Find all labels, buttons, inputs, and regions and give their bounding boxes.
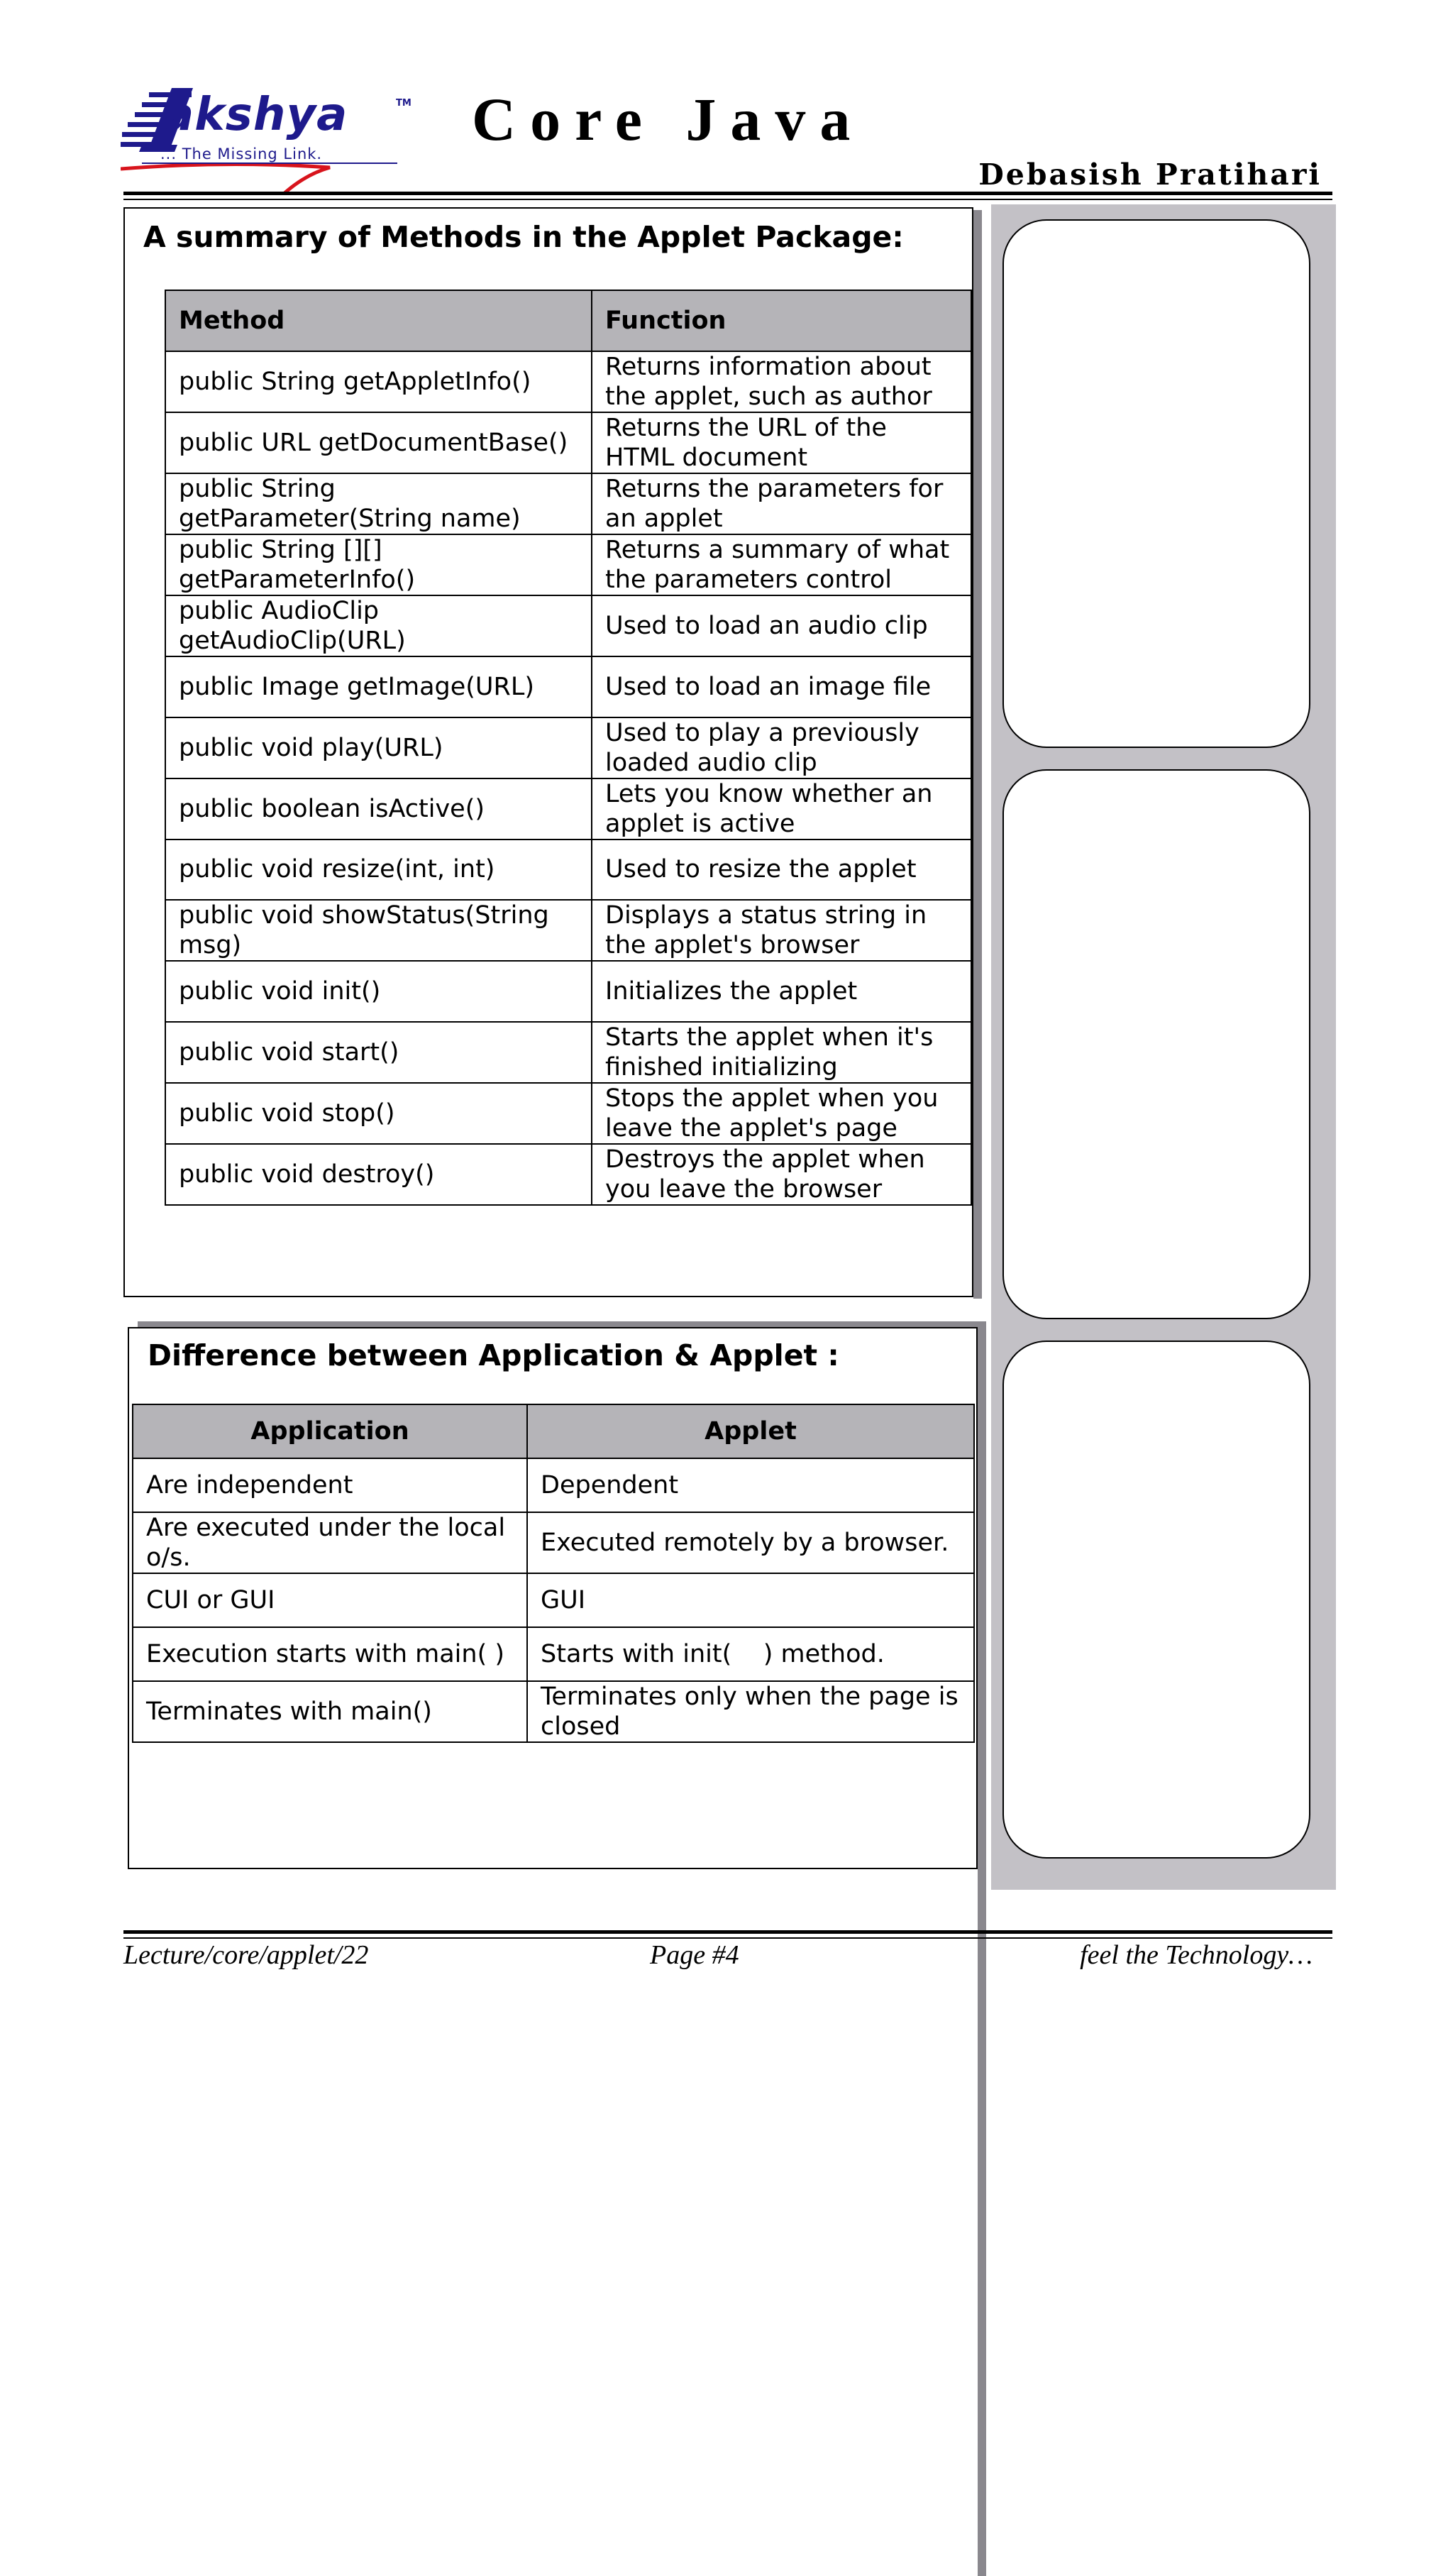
function-cell: Used to load an audio clip — [592, 595, 971, 656]
method-cell: public void stop() — [165, 1083, 592, 1144]
application-cell: Execution starts with main( ) — [133, 1627, 527, 1681]
function-cell: Destroys the applet when you leave the browser — [592, 1144, 971, 1205]
table-row — [133, 1458, 974, 1512]
footer-lecture-ref: Lecture/core/applet/22 — [123, 1940, 369, 1970]
table-row — [165, 473, 971, 534]
application-cell: Are executed under the local o/s. — [133, 1512, 527, 1573]
function-cell: Returns a summary of what the parameters control — [592, 534, 971, 595]
note-box-3 — [1002, 1341, 1310, 1859]
function-cell: Starts the applet when it's finished initializing — [592, 1022, 971, 1083]
methods-heading: A summary of Methods in the Applet Package: — [143, 220, 904, 254]
table-row — [165, 534, 971, 595]
table-row — [165, 961, 971, 1022]
function-cell: Returns information about the applet, such as author — [592, 351, 971, 412]
table-row — [165, 595, 971, 656]
function-cell: Returns the parameters for an applet — [592, 473, 971, 534]
note-box-1 — [1002, 219, 1310, 748]
applet-cell: Dependent — [527, 1458, 974, 1512]
applet-cell: Starts with init( ) method. — [527, 1627, 974, 1681]
function-cell: Used to resize the applet — [592, 840, 971, 901]
difference-heading: Difference between Application & Applet : — [148, 1338, 839, 1372]
difference-box-shadow-side — [978, 1321, 986, 2576]
method-cell: public String [][] getParameterInfo() — [165, 534, 592, 595]
table-row — [133, 1512, 974, 1573]
application-cell: Are independent — [133, 1458, 527, 1512]
header-rule-thick — [123, 192, 1332, 195]
method-cell: public void start() — [165, 1022, 592, 1083]
table-row — [165, 412, 971, 473]
method-cell: public void init() — [165, 961, 592, 1022]
table-row — [165, 840, 971, 901]
table-row — [165, 656, 971, 717]
method-cell: public void play(URL) — [165, 717, 592, 778]
column-header-function: Function — [592, 290, 971, 351]
logo-tagline: ... The Missing Link. — [160, 145, 323, 163]
method-cell: public void destroy() — [165, 1144, 592, 1205]
method-cell: public void resize(int, int) — [165, 840, 592, 901]
method-cell: public void showStatus(String msg) — [165, 900, 592, 961]
notes-sidebar — [991, 204, 1336, 1890]
table-row — [133, 1681, 974, 1742]
author-name: Debasish Pratihari — [978, 158, 1322, 192]
method-cell: public boolean isActive() — [165, 778, 592, 840]
footer-rule-thick — [123, 1930, 1332, 1934]
table-row — [165, 900, 971, 961]
function-cell: Initializes the applet — [592, 961, 971, 1022]
function-cell: Returns the URL of the HTML document — [592, 412, 971, 473]
footer-tagline: feel the Technology… — [1080, 1940, 1313, 1970]
column-header-application: Application — [133, 1404, 527, 1458]
function-cell: Displays a status string in the applet's browser — [592, 900, 971, 961]
table-row — [165, 1083, 971, 1144]
application-cell: Terminates with main() — [133, 1681, 527, 1742]
function-cell: Used to play a previously loaded audio clip — [592, 717, 971, 778]
table-row — [165, 717, 971, 778]
method-cell: public String getAppletInfo() — [165, 351, 592, 412]
applet-cell: GUI — [527, 1573, 974, 1627]
methods-box-shadow — [973, 210, 982, 1299]
method-cell: public Image getImage(URL) — [165, 656, 592, 717]
function-cell: Stops the applet when you leave the applet's page — [592, 1083, 971, 1144]
applet-cell: Terminates only when the page is closed — [527, 1681, 974, 1742]
function-cell: Lets you know whether an applet is active — [592, 778, 971, 840]
applet-cell: Executed remotely by a browser. — [527, 1512, 974, 1573]
page-title: Core Java — [472, 85, 865, 153]
logo-wordmark: akshya — [163, 89, 348, 141]
table-row — [165, 1144, 971, 1205]
function-cell: Used to load an image file — [592, 656, 971, 717]
application-cell: CUI or GUI — [133, 1573, 527, 1627]
table-row — [165, 351, 971, 412]
column-header-applet: Applet — [527, 1404, 974, 1458]
method-cell: public String getParameter(String name) — [165, 473, 592, 534]
table-row — [133, 1573, 974, 1627]
table-row — [133, 1627, 974, 1681]
methods-table — [165, 290, 972, 1206]
note-box-2 — [1002, 769, 1310, 1319]
header-rule-thin — [123, 199, 1332, 200]
table-row — [165, 778, 971, 840]
column-header-method: Method — [165, 290, 592, 351]
table-row — [165, 1022, 971, 1083]
difference-table — [132, 1404, 975, 1743]
method-cell: public AudioClip getAudioClip(URL) — [165, 595, 592, 656]
footer-page-number: Page #4 — [650, 1940, 739, 1970]
logo-red-swoosh — [121, 164, 330, 194]
logo-trademark: TM — [396, 98, 411, 109]
method-cell: public URL getDocumentBase() — [165, 412, 592, 473]
